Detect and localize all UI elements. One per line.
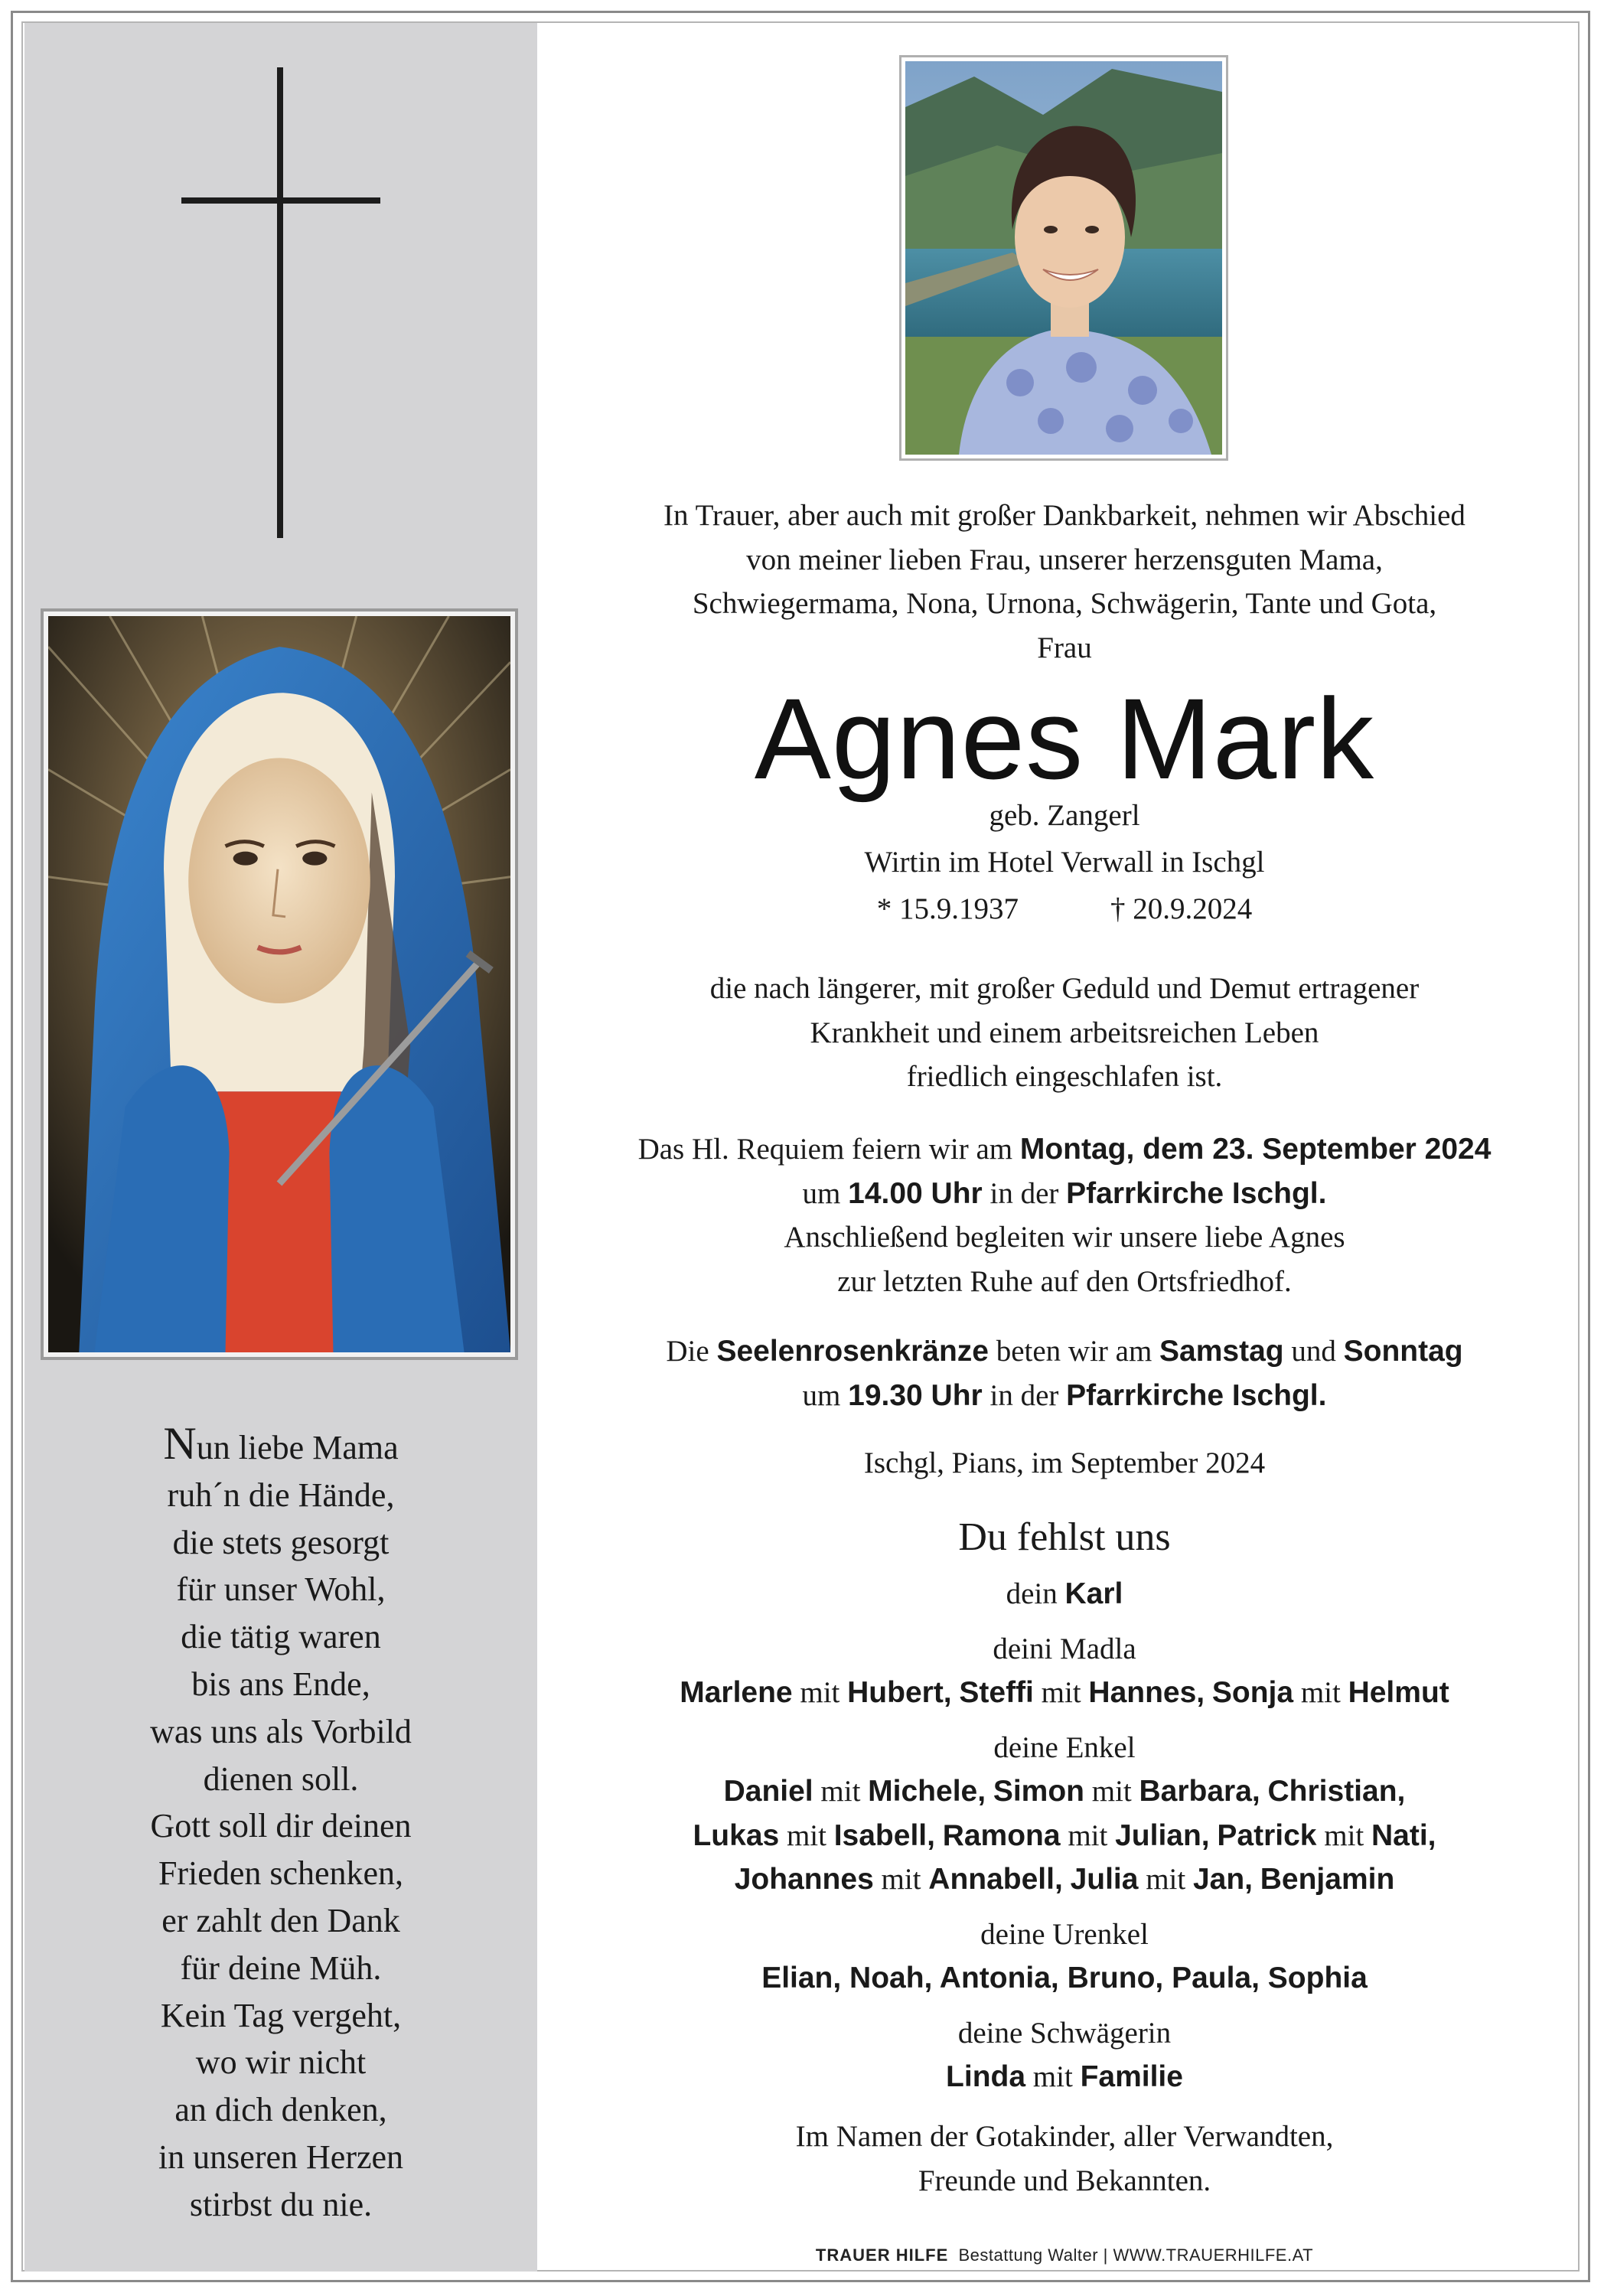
family-name: Hannes, (1088, 1676, 1205, 1709)
missing-you-heading: Du fehlst uns (958, 1515, 1171, 1559)
children-line (540, 1671, 1589, 1715)
intro-line: Schwiegermama, Nona, Urnona, Schwägerin, Tante und Gota, (692, 587, 1437, 620)
family-name: Isabell, (833, 1818, 935, 1852)
family-name: Annabell, (928, 1863, 1063, 1896)
family-name: Marlene (680, 1676, 793, 1709)
connector: mit (813, 1775, 869, 1808)
passing-line: friedlich eingeschlafen ist. (906, 1060, 1223, 1093)
requiem-text (540, 1127, 1589, 1303)
requiem-text-part: Das Hl. Requiem feiern wir am (637, 1133, 1020, 1166)
rosary-text-part: in der (982, 1378, 1067, 1412)
sister-in-law-label: deine Schwägerin (957, 2016, 1172, 2050)
connector (1260, 1775, 1268, 1808)
closing-text (540, 2115, 1589, 2203)
rosary-day: Sonntag (1343, 1335, 1463, 1368)
requiem-text-part: in der (982, 1176, 1067, 1210)
poem (24, 1420, 537, 2229)
connector (952, 1676, 960, 1709)
great-grandchildren-names: Elian, Noah, Antonia, Bruno, Paula, Sophia (761, 1962, 1368, 1994)
family-name: Julia (1070, 1863, 1139, 1896)
connector: mit (1316, 1818, 1371, 1852)
portrait-image (905, 61, 1222, 455)
rosary-text-part: Die (666, 1335, 717, 1368)
rosary-church: Pfarrkirche Ischgl. (1066, 1378, 1327, 1412)
connector: mit (1025, 2060, 1081, 2093)
requiem-date: Montag, dem 23. September 2024 (1019, 1133, 1492, 1166)
family-name: Hubert, (847, 1676, 952, 1709)
birth-name: geb. Zangerl (989, 799, 1140, 832)
rosary-term: Seelenrosenkränze (716, 1335, 989, 1368)
family-name: Lukas (693, 1818, 780, 1852)
family-name: Julian, (1115, 1818, 1210, 1852)
connector: mit (1293, 1676, 1348, 1709)
footer-separator: | (1098, 2245, 1113, 2265)
portrait-photo (899, 55, 1228, 461)
family-name: Sonja (1211, 1676, 1294, 1709)
intro-text (540, 494, 1589, 670)
connector (1210, 1819, 1218, 1852)
connector (1063, 1863, 1071, 1896)
family-name: Patrick (1217, 1818, 1317, 1852)
connector: mit (1060, 1818, 1116, 1852)
connector (935, 1819, 943, 1852)
children-label: deini Madla (993, 1632, 1136, 1665)
family-name: Simon (993, 1775, 1084, 1808)
connector: mit (873, 1863, 929, 1896)
rosary-text-part: um (802, 1378, 849, 1412)
grandchildren-line-2 (540, 1814, 1589, 1858)
poem-line: bis ans Ende, (191, 1665, 370, 1703)
poem-line: ruh´n die Hände, (167, 1476, 395, 1514)
death-date: † 20.9.2024 (1110, 892, 1253, 925)
intro-line: Frau (1037, 631, 1092, 664)
family-list (540, 1572, 1589, 2099)
rosary-time: 19.30 Uhr (848, 1378, 983, 1412)
family-name: Johannes (734, 1863, 874, 1896)
relation-label: dein (1006, 1577, 1065, 1610)
footer-brand: TRAUER HILFE (815, 2245, 949, 2265)
rosary-text (540, 1329, 1589, 1417)
poem-line: an dich denken, (174, 2091, 387, 2129)
poem-line: Frieden schenken, (158, 1854, 404, 1893)
requiem-line-3: Anschließend begleiten wir unsere liebe Agnes (784, 1221, 1345, 1254)
poem-line: für unser Wohl, (176, 1570, 386, 1609)
occupation: Wirtin im Hotel Verwall in Ischgl (864, 846, 1265, 879)
connector: mit (1138, 1863, 1193, 1896)
poem-line: in unseren Herzen (158, 2138, 404, 2176)
poem-line: wo wir nicht (195, 2043, 367, 2082)
connector: mit (1033, 1676, 1089, 1709)
husband-name: Karl (1064, 1577, 1123, 1610)
madonna-image (41, 608, 518, 1360)
passing-line: Krankheit und einem arbeitsreichen Leben (810, 1016, 1319, 1049)
sister-in-law-line (540, 2055, 1589, 2099)
grandchildren-line-1 (540, 1769, 1589, 1814)
cross-icon (181, 67, 380, 538)
family-name: Nati, (1371, 1818, 1436, 1852)
requiem-text-part: um (802, 1176, 849, 1210)
requiem-line-4: zur letzten Ruhe auf den Ortsfriedhof. (837, 1264, 1292, 1298)
life-dates (540, 885, 1589, 932)
poem-line: Gott soll dir deinen (150, 1807, 412, 1845)
intro-line: von meiner lieben Frau, unserer herzensguten Mama, (746, 543, 1383, 576)
place-date: Ischgl, Pians, im September 2024 (863, 1446, 1266, 1479)
poem-line: Kein Tag vergeht, (160, 1996, 402, 2034)
family-name: Ramona (942, 1818, 1061, 1852)
connector (1205, 1676, 1212, 1709)
poem-line: stirbst du nie. (189, 2185, 373, 2223)
connector (986, 1775, 993, 1808)
connector: mit (1084, 1775, 1139, 1808)
great-grandchildren-label: deine Urenkel (980, 1917, 1149, 1951)
connector (1253, 1863, 1260, 1896)
poem-line: die stets gesorgt (172, 1523, 390, 1561)
madonna-painting (48, 616, 510, 1352)
family-name: Helmut (1348, 1676, 1449, 1709)
grandchildren-line-3 (540, 1857, 1589, 1902)
closing-line: Im Namen der Gotakinder, aller Verwandten, (795, 2120, 1334, 2153)
poem-line: die tätig waren (181, 1618, 381, 1656)
requiem-time: 14.00 Uhr (848, 1176, 983, 1210)
poem-line: er zahlt den Dank (161, 1901, 400, 1939)
family-name: Steffi (959, 1676, 1034, 1709)
husband-line (540, 1572, 1589, 1616)
family-name: Michele, (868, 1775, 986, 1808)
rosary-line-2 (540, 1374, 1589, 1418)
requiem-line-1 (540, 1127, 1589, 1172)
family-name: Linda (946, 2060, 1026, 2093)
footer-website[interactable]: WWW.TRAUERHILFE.AT (1113, 2245, 1314, 2265)
family-name: Familie (1080, 2060, 1183, 2093)
family-name: Benjamin (1260, 1863, 1395, 1896)
poem-line: für deine Müh. (180, 1949, 382, 1987)
rosary-text-part: und (1283, 1335, 1344, 1368)
footer-company: Bestattung Walter (958, 2245, 1099, 2265)
family-name: Daniel (723, 1775, 813, 1808)
requiem-church: Pfarrkirche Ischgl. (1066, 1176, 1327, 1210)
family-name: Barbara, (1139, 1775, 1260, 1808)
footer-credit (540, 2244, 1589, 2267)
rosary-day: Samstag (1159, 1335, 1284, 1368)
rosary-text-part: beten wir am (988, 1335, 1160, 1368)
rosary-line-1 (540, 1329, 1589, 1374)
poem-line: dienen soll. (203, 1760, 359, 1798)
poem-line: was uns als Vorbild (150, 1712, 412, 1750)
closing-line: Freunde und Bekannten. (918, 2164, 1211, 2197)
family-name: Christian, (1267, 1775, 1406, 1808)
passing-line: die nach längerer, mit großer Geduld und Demut ertragener (709, 972, 1420, 1005)
grandchildren-label: deine Enkel (993, 1730, 1136, 1764)
connector: mit (792, 1676, 848, 1709)
deceased-name: Agnes Mark (754, 674, 1375, 803)
intro-line: In Trauer, aber auch mit großer Dankbarkeit, nehmen wir Abschied (663, 499, 1465, 532)
connector: mit (779, 1818, 834, 1852)
requiem-line-2 (540, 1172, 1589, 1216)
birth-date: * 15.9.1937 (876, 892, 1019, 925)
passing-text (540, 967, 1589, 1099)
poem-line: Nun liebe Mama (163, 1418, 399, 1469)
deceased-details (540, 792, 1589, 932)
family-name: Jan, (1192, 1863, 1253, 1896)
